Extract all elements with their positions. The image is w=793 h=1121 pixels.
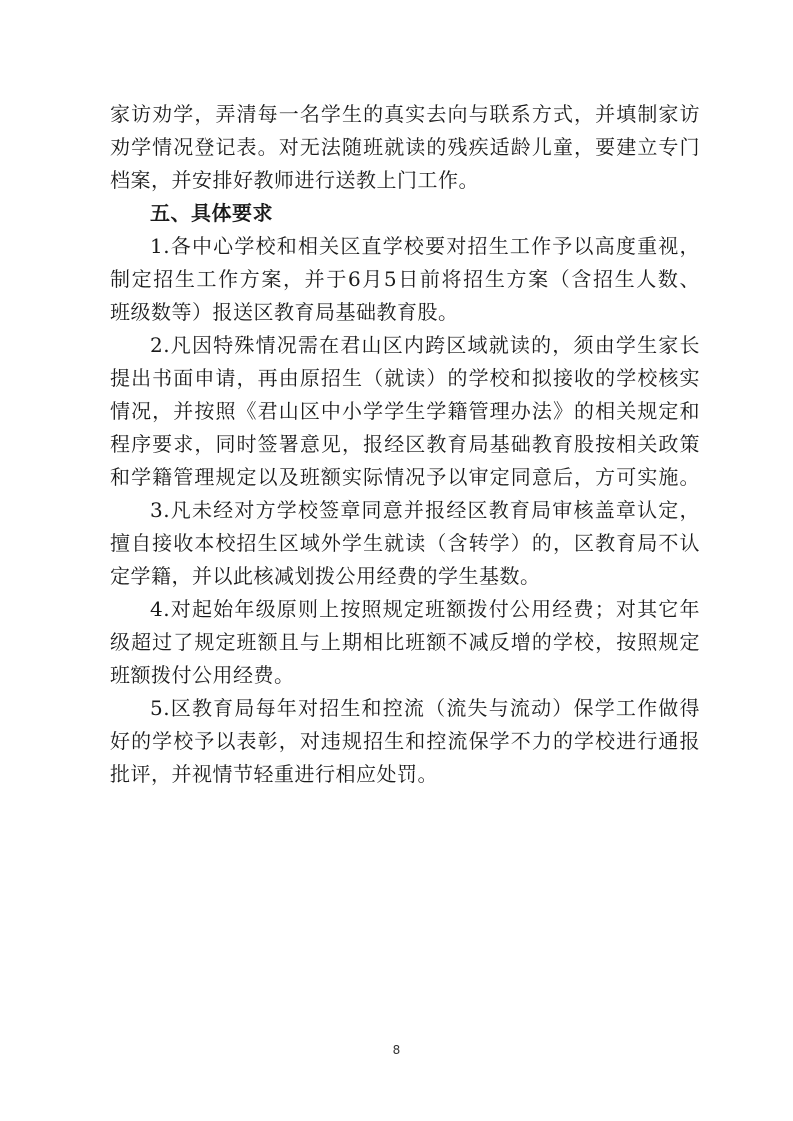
requirement-item-1 [110, 230, 700, 329]
paragraph-line: 2.凡因特殊情况需在君山区内跨区域就读的，须由学生家长 [150, 333, 700, 357]
requirement-item-3 [110, 494, 700, 593]
paragraph-line: 班额拨付公用经费。 [110, 663, 295, 687]
paragraph-line: 好的学校予以表彰，对违规招生和控流保学不力的学校进行通报 [110, 729, 700, 753]
paragraph-line: 提出书面申请，再由原招生（就读）的学校和拟接收的学校核实 [110, 366, 700, 390]
paragraph-line: 定学籍，并以此核减划拨公用经费的学生基数。 [110, 564, 541, 588]
paragraph-line: 程序要求，同时签署意见，报经区教育局基础教育股按相关政策 [110, 432, 700, 456]
section-heading: 五、具体要求 [150, 201, 273, 225]
paragraph-line: 级超过了规定班额且与上期相比班额不减反增的学校，按照规定 [110, 630, 700, 654]
paragraph-line: 和学籍管理规定以及班额实际情况予以审定同意后，方可实施。 [110, 465, 700, 489]
continuation-paragraph [110, 98, 700, 197]
paragraph-line: 擅自接收本校招生区域外学生就读（含转学）的，区教育局不认 [110, 531, 700, 555]
paragraph-line: 班级数等）报送区教育局基础教育股。 [110, 300, 459, 324]
requirement-item-5 [110, 692, 700, 791]
paragraph-line: 5.区教育局每年对招生和控流（流失与流动）保学工作做得 [150, 696, 700, 720]
paragraph-line: 1.各中心学校和相关区直学校要对招生工作予以高度重视， [150, 234, 700, 258]
page-number: 8 [392, 1043, 401, 1057]
paragraph-line: 制定招生工作方案，并于6月5日前将招生方案（含招生人数、 [110, 267, 700, 291]
paragraph-line: 情况，并按照《君山区中小学学生学籍管理办法》的相关规定和 [110, 399, 700, 423]
requirement-item-2 [110, 329, 700, 494]
document-body [110, 98, 700, 791]
paragraph-line: 家访劝学，弄清每一名学生的真实去向与联系方式，并填制家访 [110, 102, 700, 126]
paragraph-line: 批评，并视情节轻重进行相应处罚。 [110, 762, 438, 786]
requirement-item-4 [110, 593, 700, 692]
paragraph-line: 3.凡未经对方学校签章同意并报经区教育局审核盖章认定， [150, 498, 700, 522]
paragraph-line: 劝学情况登记表。对无法随班就读的残疾适龄儿童，要建立专门 [110, 135, 700, 159]
paragraph-line: 4.对起始年级原则上按照规定班额拨付公用经费；对其它年 [150, 597, 700, 621]
paragraph-line: 档案，并安排好教师进行送教上门工作。 [110, 168, 479, 192]
